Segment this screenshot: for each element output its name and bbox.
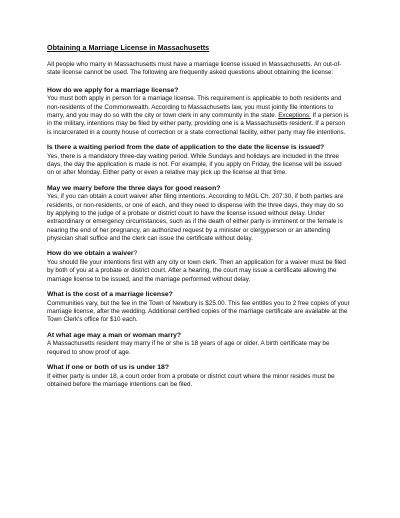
- faq-answer-text: You must both apply in person for a marriage license. This requirement is applicable to both residents and non-residents of the Commonwealth. According to Massachusetts law, you must jointly file intentions to marry, and you may do so with the city or town clerk in any community in the state.: [47, 95, 342, 119]
- faq-question: How do we apply for a marriage license?: [47, 86, 179, 94]
- faq-question-mark: ?: [133, 250, 138, 258]
- faq-answer-text: If a person is in the military, intentions may be filed by either party, providing one is a Massachusetts resident. If a person is incarcerated in a county house of correction or a state correctional facility, either party may file intentions.: [47, 111, 349, 136]
- faq-section-waiting-period: [47, 144, 350, 178]
- faq-section-waiver: [47, 250, 350, 284]
- faq-answer: [47, 95, 350, 136]
- faq-question: Is there a waiting period from the date of application to the date the license is issued?: [47, 143, 325, 151]
- faq-answer: Yes, if you can obtain a court waiver after filing intentions. According to MGL Ch. 207:30, if both parties are residents, or non-residents, or one of each, and they need to dispense with the three days, they may do so by applying to the judge of a probate or district court to have the license issued without delay. Under extraordinary or emergency circumstances, such as if the death of either party is imminent or the female is nearing the end of her pregnancy, an authorized request by a minister or clergyperson or an attending physician shall suffice and the clerk can issue the certificate without delay.: [47, 193, 344, 242]
- faq-section-age: [47, 332, 350, 357]
- faq-answer: Communities vary, but the fee in the Town of Newbury is $25.00. This fee entitles you to 2 free copies of your marriage license, after the wedding. Additional certified copies of the marriage certificate are available at the Town Clerk's office for $10 each.: [47, 299, 350, 324]
- faq-answer: A Massachusetts resident may marry if he or she is 18 years of age or older. A birth certificate may be required to show proof of age.: [47, 340, 330, 356]
- faq-answer: You should file your intentions first with any city or town clerk. Then an application for a waiver must be filed by both of you at a probate or district court. After a hearing, the court may issue a certificate allowing the marriage license to be issued, and the marriage performed without delay.: [47, 258, 346, 283]
- faq-answer: Yes, there is a mandatory three-day waiting period. While Sundays and holidays are included in the three days, the day the application is made is not. For example, if you apply on Friday, the license will be issued on or after Monday. Either party or even a relative may pick up the license at that time.: [47, 152, 342, 177]
- faq-question-text: How do we obtain a waiver: [47, 250, 134, 258]
- faq-question: At what age may a man or woman marry?: [47, 331, 182, 339]
- faq-section-marry-early: [47, 185, 350, 244]
- intro-paragraph: All people who marry in Massachusetts must have a marriage license issued in Massachusetts. An out-of-state license cannot be used. The following are frequently asked questions about obtaining the license:: [47, 61, 342, 77]
- faq-answer: If either party is under 18, a court order from a probate or district court where the minor resides must be obtained before the marriage intentions can be filed.: [47, 372, 335, 388]
- faq-question: What is the cost of a marriage license?: [47, 290, 173, 298]
- faq-section-apply: [47, 87, 350, 137]
- faq-question: [47, 250, 350, 258]
- faq-question: May we marry before the three days for good reason?: [47, 184, 221, 192]
- exceptions-label: Exceptions:: [278, 111, 311, 119]
- faq-section-under-18: [47, 364, 350, 389]
- faq-question: What if one or both of us is under 18?: [47, 363, 169, 371]
- faq-section-cost: [47, 291, 350, 325]
- document-title: Obtaining a Marriage License in Massachusetts: [47, 43, 210, 52]
